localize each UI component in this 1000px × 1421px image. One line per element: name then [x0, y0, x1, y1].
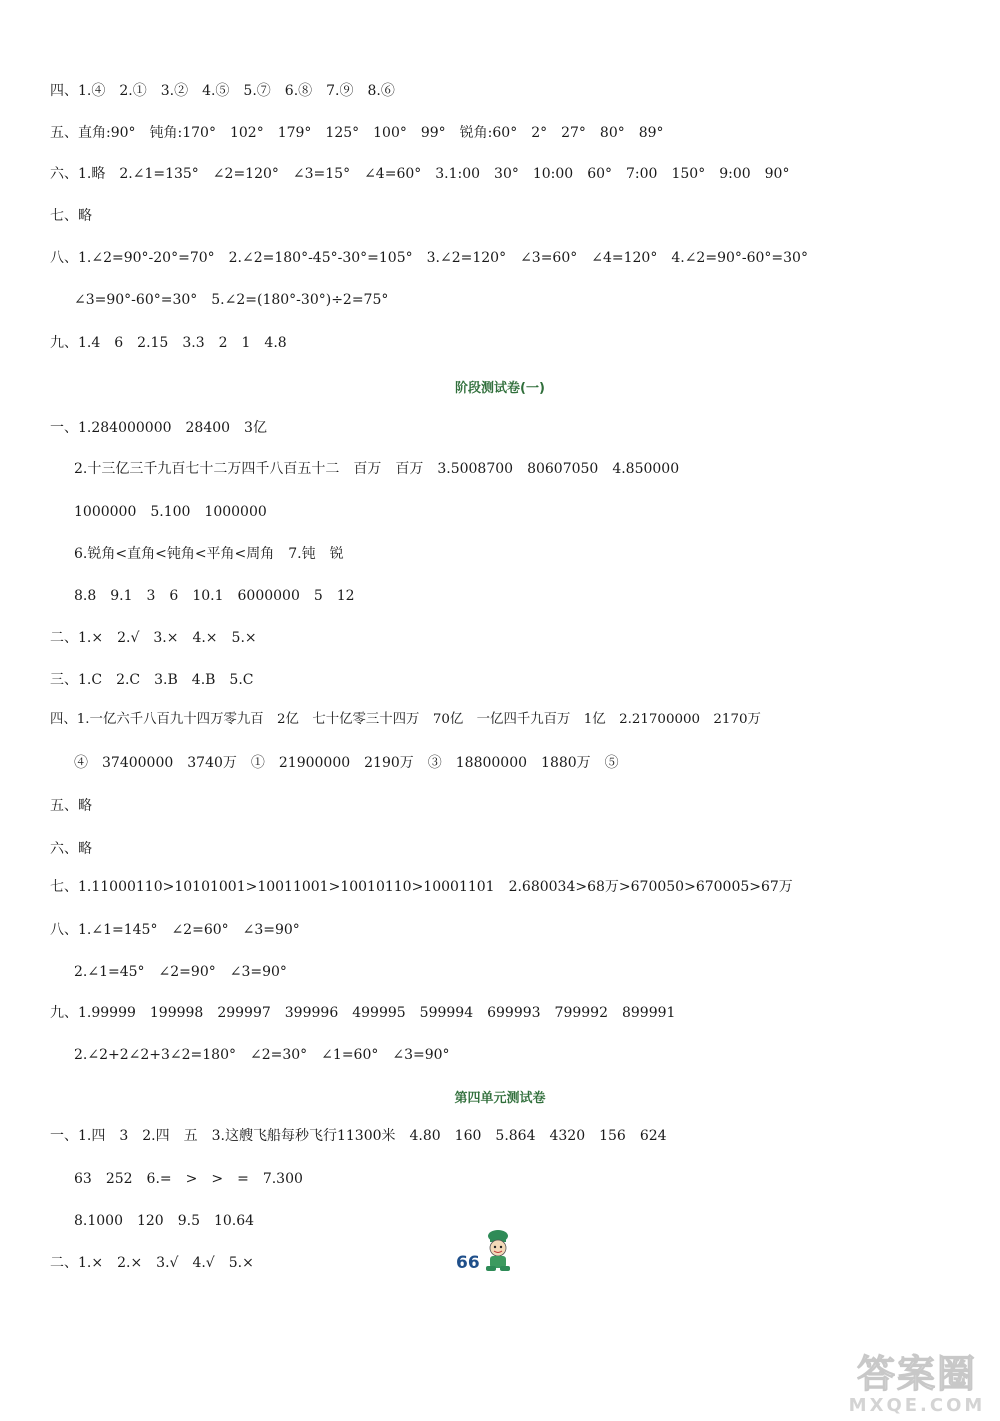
section-heading-unit4-test: 第四单元测试卷 [454, 1091, 546, 1106]
answer-line: 四、1.一亿六千八百九十四万零九百 2亿 七十亿零三十四万 70亿 一亿四千九百万 1亿 2.21700000 2170万 [50, 712, 761, 727]
answer-line: 七、1.11000110>10101001>10011001>10010110>10001101 2.680034>68万>670050>670005>67万 [50, 879, 793, 895]
watermark-logo [842, 1337, 992, 1417]
answer-line: 九、1.4 6 2.15 3.3 2 1 4.8 [50, 335, 287, 351]
answer-line: 四、1.④ 2.① 3.② 4.⑤ 5.⑦ 6.⑧ 7.⑨ 8.⑥ [50, 83, 395, 99]
answer-line: 六、1.略 2.∠1=135° ∠2=120° ∠3=15° ∠4=60° 3.1:00 30° 10:00 60° 7:00 150° 9:00 90° [50, 166, 790, 182]
answer-line: ④ 37400000 3740万 ① 21900000 2190万 ③ 18800000 1880万 ⑤ [74, 755, 619, 771]
answer-line: 63 252 6.= > > = 7.300 [74, 1171, 303, 1187]
watermark-title: 答案圈 [856, 1352, 977, 1396]
answer-line: 六、略 [50, 841, 92, 857]
answer-line: 6.锐角<直角<钝角<平角<周角 7.钝 锐 [74, 546, 344, 562]
answer-line: 五、直角:90° 钝角:170° 102° 179° 125° 100° 99° 锐角:60° 2° 27° 80° 89° [50, 125, 664, 141]
section-heading-stage-test: 阶段测试卷(一) [455, 381, 545, 396]
answer-line: 八、1.∠2=90°-20°=70° 2.∠2=180°-45°-30°=105° 3.∠2=120° ∠3=60° ∠4=120° 4.∠2=90°-60°=30° [50, 250, 808, 266]
page-number: 66 [456, 1253, 480, 1273]
answer-line: 8.1000 120 9.5 10.64 [74, 1213, 255, 1229]
answer-line: 二、1.× 2.√ 3.× 4.× 5.× [50, 630, 257, 646]
answer-line: 1000000 5.100 1000000 [74, 504, 267, 520]
answer-line: 九、1.99999 199998 299997 399996 499995 599994 699993 799992 899991 [50, 1005, 676, 1021]
answer-line: 七、略 [50, 208, 92, 224]
answer-line: 2.∠2+2∠2+3∠2=180° ∠2=30° ∠1=60° ∠3=90° [74, 1047, 450, 1063]
answer-line: 一、1.四 3 2.四 五 3.这艘飞船每秒飞行11300米 4.80 160 5.864 4320 156 624 [50, 1128, 667, 1144]
answer-line: 2.∠1=45° ∠2=90° ∠3=90° [74, 964, 287, 980]
cartoon-chef-mascot-icon [476, 1228, 520, 1272]
answer-line: 三、1.C 2.C 3.B 4.B 5.C [50, 672, 254, 688]
answer-line: 五、略 [50, 798, 92, 814]
answer-line: 二、1.× 2.× 3.√ 4.√ 5.× [50, 1255, 254, 1271]
answer-line: ∠3=90°-60°=30° 5.∠2=(180°-30°)÷2=75° [74, 292, 389, 308]
answer-line: 八、1.∠1=145° ∠2=60° ∠3=90° [50, 922, 300, 938]
answer-line: 一、1.284000000 28400 3亿 [50, 420, 267, 436]
answer-line: 8.8 9.1 3 6 10.1 6000000 5 12 [74, 588, 355, 604]
watermark-url: MXQE.COM [848, 1395, 986, 1416]
answer-line: 2.十三亿三千九百七十二万四千八百五十二 百万 百万 3.5008700 80607050 4.850000 [74, 461, 680, 477]
